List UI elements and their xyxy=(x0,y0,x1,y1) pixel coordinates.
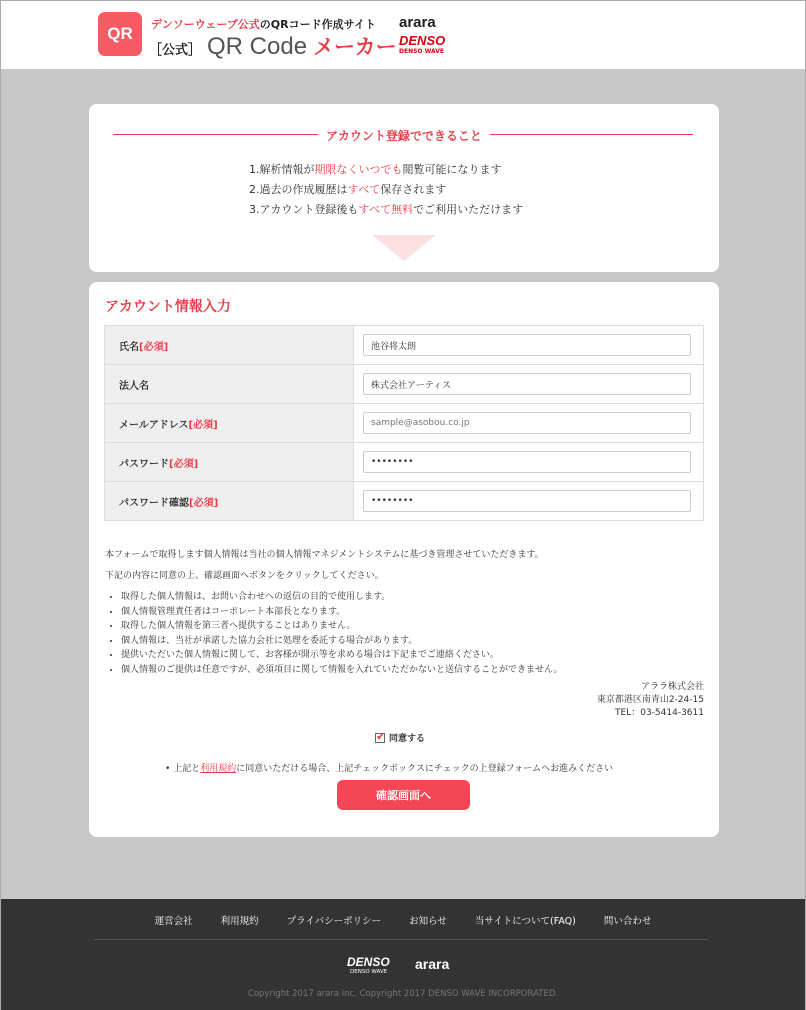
benefit-highlight: すべて無料 xyxy=(358,203,414,216)
privacy-list xyxy=(121,590,705,677)
logo-qr-code-text: QR Code xyxy=(207,33,308,60)
name-input[interactable] xyxy=(363,334,691,356)
privacy-text: 本フォームで取得します個人情報は当社の個人情報マネジメントシステムに基づき管理させていただきます。 xyxy=(105,550,544,560)
privacy-text: 下記の内容に同意の上、確認画面へボタンをクリックしてください。 xyxy=(105,571,384,581)
company-input[interactable] xyxy=(363,373,691,395)
benefits-title: アカウント登録でできること xyxy=(318,127,490,144)
form-row-password-confirm xyxy=(105,482,704,521)
logo-maker-text: メーカー xyxy=(313,35,397,59)
password-input[interactable] xyxy=(363,451,691,473)
agree-note xyxy=(165,761,613,774)
copyright: Copyright 2017 arara inc. Copyright 2017 DENSO WAVE INCORPORATED. xyxy=(247,989,559,999)
agree-checkbox-row[interactable] xyxy=(375,731,425,744)
confirm-button[interactable]: 確認画面へ xyxy=(337,780,470,810)
footer-link-news[interactable]: お知らせ xyxy=(409,916,447,927)
arara-logo: arara xyxy=(399,14,436,31)
arrow-down-icon xyxy=(372,235,436,261)
field-cell xyxy=(354,365,704,404)
field-cell xyxy=(354,482,704,521)
footer-denso-logo[interactable]: DENSO xyxy=(347,955,390,969)
field-label xyxy=(105,365,354,404)
form-row-company xyxy=(105,365,704,404)
logo-icon-text: QR xyxy=(107,24,133,43)
footer-nav xyxy=(1,913,805,927)
label-text: パスワード xyxy=(119,458,169,470)
company-tel: TEL：03-5414-3611 xyxy=(615,708,704,718)
benefit-highlight: 期限なくいつでも xyxy=(314,163,403,176)
footer-link-contact[interactable]: 問い合わせ xyxy=(603,916,652,927)
site-footer xyxy=(1,899,805,1010)
logo-tagline xyxy=(151,16,376,32)
footer-divider xyxy=(94,939,709,940)
field-label xyxy=(105,404,354,443)
benefits-list xyxy=(249,160,523,220)
footer-link-privacy[interactable]: プライバシーポリシー xyxy=(286,916,382,927)
benefit-text: 2.過去の作成履歴は xyxy=(249,183,348,196)
list-item: • 個人情報は、当社が承諾した協力会社に処理を委託する場合があります。 xyxy=(121,634,705,649)
denso-wave-logo-text: DENSO WAVE xyxy=(399,48,444,55)
company-info xyxy=(597,681,704,720)
benefit-item xyxy=(249,160,523,180)
site-header xyxy=(1,1,805,69)
company-address: 東京都港区南青山2-24-15 xyxy=(596,695,704,705)
field-cell xyxy=(354,404,704,443)
benefit-text: 保存されます xyxy=(380,183,447,196)
list-item: • 取得した個人情報は、お問い合わせへの返信の目的で使用します。 xyxy=(121,590,705,605)
benefit-text: 3.アカウント登録後も xyxy=(249,203,359,216)
form-title: アカウント情報入力 xyxy=(105,299,231,315)
bullet-icon: • xyxy=(165,764,171,774)
label-text: パスワード確認 xyxy=(119,497,189,509)
label-text: メールアドレス xyxy=(119,419,189,431)
footer-link-company[interactable]: 運営会社 xyxy=(154,916,193,927)
footer-arara-logo[interactable]: arara xyxy=(415,956,450,972)
password-confirm-input[interactable] xyxy=(363,490,691,512)
account-form-card xyxy=(89,282,719,837)
list-item: • 提供いただいた個人情報に関して、お客様が開示等を求める場合は下記までご連絡ください。 xyxy=(121,648,705,663)
form-row-password xyxy=(105,443,704,482)
footer-link-faq[interactable]: 当サイトについて(FAQ) xyxy=(474,916,576,927)
official-label: ［公式］ xyxy=(149,43,202,58)
company-name: アララ株式会社 xyxy=(640,682,704,692)
qr-logo-icon[interactable] xyxy=(98,12,142,56)
footer-link-terms[interactable]: 利用規約 xyxy=(220,916,259,927)
benefit-item xyxy=(249,180,523,200)
benefits-card xyxy=(89,104,719,272)
benefit-text: でご利用いただけます xyxy=(413,203,524,216)
field-cell xyxy=(354,326,704,365)
privacy-policy xyxy=(105,548,705,677)
account-form-table xyxy=(104,325,704,521)
field-label xyxy=(105,326,354,365)
note-text: 上記と xyxy=(173,764,201,774)
footer-denso-wave-text: DENSO WAVE xyxy=(350,969,388,975)
form-row-name xyxy=(105,326,704,365)
denso-logo: DENSO xyxy=(399,33,446,48)
required-mark: [必須] xyxy=(189,497,219,509)
required-mark: [必須] xyxy=(188,419,218,431)
field-label xyxy=(105,482,354,521)
field-label xyxy=(105,443,354,482)
benefit-text: 閲覧可能になります xyxy=(402,163,502,176)
benefit-item xyxy=(249,200,523,220)
benefit-text: 1.解析情報が xyxy=(249,163,315,176)
benefit-highlight: すべて xyxy=(347,183,381,196)
agree-label[interactable]: 同意する xyxy=(389,734,426,744)
list-item: • 個人情報管理責任者はコーポレート本部長となります。 xyxy=(121,605,705,620)
agree-checkbox[interactable] xyxy=(375,733,385,743)
label-text: 法人名 xyxy=(119,380,149,392)
form-row-email xyxy=(105,404,704,443)
tagline-rest: のQRコード作成サイト xyxy=(259,18,376,31)
required-mark: [必須] xyxy=(169,458,199,470)
terms-link[interactable]: 利用規約 xyxy=(200,764,237,774)
email-input[interactable] xyxy=(363,412,691,434)
field-cell xyxy=(354,443,704,482)
required-mark: [必須] xyxy=(139,341,169,353)
note-text: に同意いただける場合、上記チェックボックスにチェックの上登録フォームへお進みください xyxy=(236,764,614,774)
list-item: • 個人情報のご提供は任意ですが、必須項目に関して情報を入れていただかないと送信することができません。 xyxy=(121,663,705,678)
label-text: 氏名 xyxy=(119,341,139,353)
site-logo[interactable] xyxy=(149,31,397,61)
list-item: • 取得した個人情報を第三者へ提供することはありません。 xyxy=(121,619,705,634)
tagline-red: デンソーウェーブ公式 xyxy=(151,18,260,31)
